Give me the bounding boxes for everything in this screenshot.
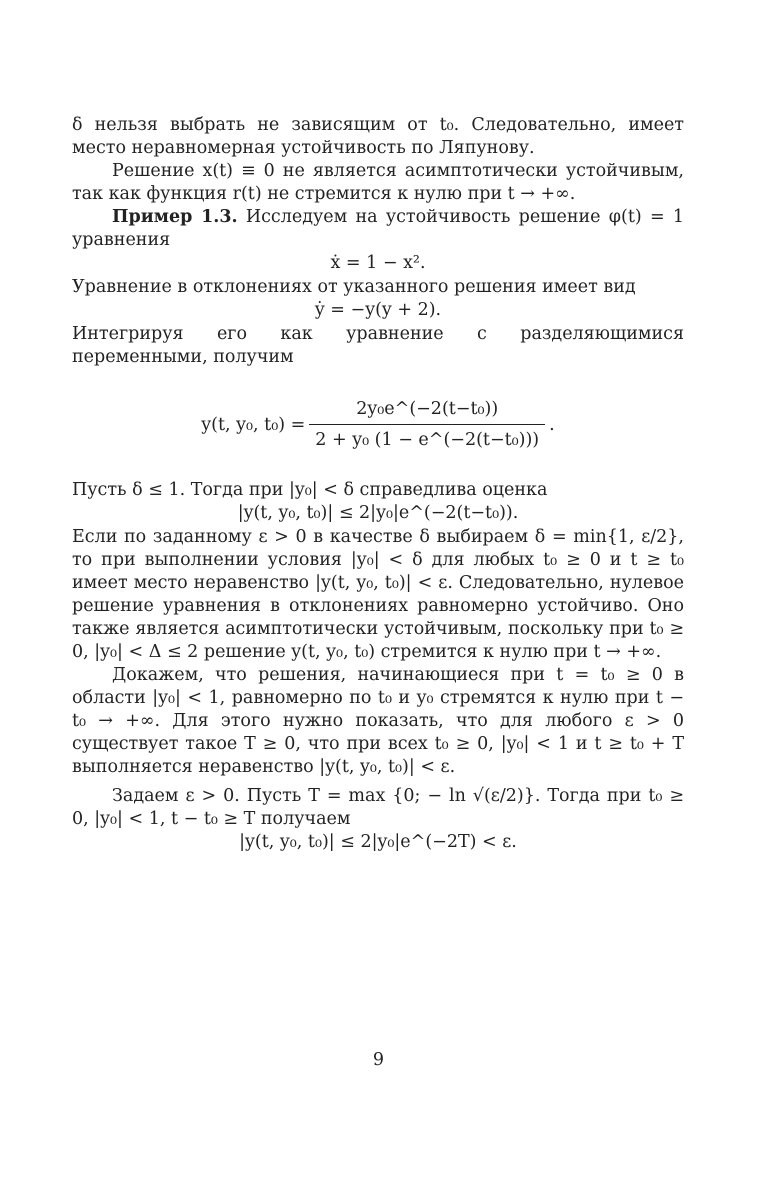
fraction-denominator: 2 + y₀ (1 − e^(−2(t−t₀))) <box>309 424 545 452</box>
paragraph-2: Решение x(t) ≡ 0 не является асимптотически устойчивым, так как функция r(t) не стремится к нулю при t → +∞. <box>72 161 684 204</box>
paragraph-4: Уравнение в отклонениях от указанного решения имеет вид <box>72 277 636 297</box>
equation-solution <box>72 391 684 459</box>
equation-3: |y(t, y₀, t₀)| ≤ 2|y₀|e^(−2(t−t₀)). <box>237 503 519 523</box>
example-label: Пример 1.3. <box>112 207 238 227</box>
paragraph-1: δ нельзя выбрать не зависящим от t₀. Следовательно, имеет место неравномерная устойчивость по Ляпунову. <box>72 115 684 158</box>
paragraph-8: Докажем, что решения, начинающиеся при t = t₀ ≥ 0 в области |y₀| < 1, равномерно по t₀ и y₀ стремятся к нулю при t − t₀ → +∞. Для этого нужно показать, что для любого ε > 0 существует такое T ≥ 0, что при всех t₀ ≥ 0, |y₀| < 1 и t ≥ t₀ + T выполняется неравенство |y(t, y₀, t₀)| < ε. <box>72 665 684 777</box>
fraction-numerator: 2y₀e^(−2(t−t₀)) <box>356 399 499 419</box>
page-body <box>72 114 684 855</box>
paragraph-5: Интегрируя его как уравнение с разделяющимися переменными, получим <box>72 324 684 367</box>
equation-solution-end: . <box>549 414 555 435</box>
equation-solution-fraction <box>309 398 545 452</box>
paragraph-3 <box>72 206 684 252</box>
equation-2: ẏ = −y(y + 2). <box>314 300 442 320</box>
equation-1: ẋ = 1 − x². <box>330 253 426 273</box>
paragraph-7: Если по заданному ε > 0 в качестве δ выбираем δ = min{1, ε/2}, то при выполнении условия |y₀| < δ для любых t₀ ≥ 0 и t ≥ t₀ имеет место неравенство |y(t, y₀, t₀)| < ε. Следовательно, нулевое решение уравнения в отклонениях равномерно устойчиво. Оно также является асимптотически устойчивым, поскольку при t₀ ≥ 0, |y₀| < Δ ≤ 2 решение y(t, y₀, t₀) стремится к нулю при t → +∞. <box>72 527 684 662</box>
page-number: 9 <box>372 1050 385 1070</box>
paragraph-6: Пусть δ ≤ 1. Тогда при |y₀| < δ справедлива оценка <box>72 480 548 500</box>
equation-solution-lhs: y(t, y₀, t₀) = <box>201 414 306 435</box>
equation-4: |y(t, y₀, t₀)| ≤ 2|y₀|e^(−2T) < ε. <box>239 832 517 852</box>
paragraph-9: Задаем ε > 0. Пусть T = max {0; − ln √(ε/2)}. Тогда при t₀ ≥ 0, |y₀| < 1, t − t₀ ≥ T получаем <box>72 786 684 829</box>
paragraph-3-text: Исследуем на устойчивость решение φ(t) = 1 уравнения <box>72 207 684 250</box>
